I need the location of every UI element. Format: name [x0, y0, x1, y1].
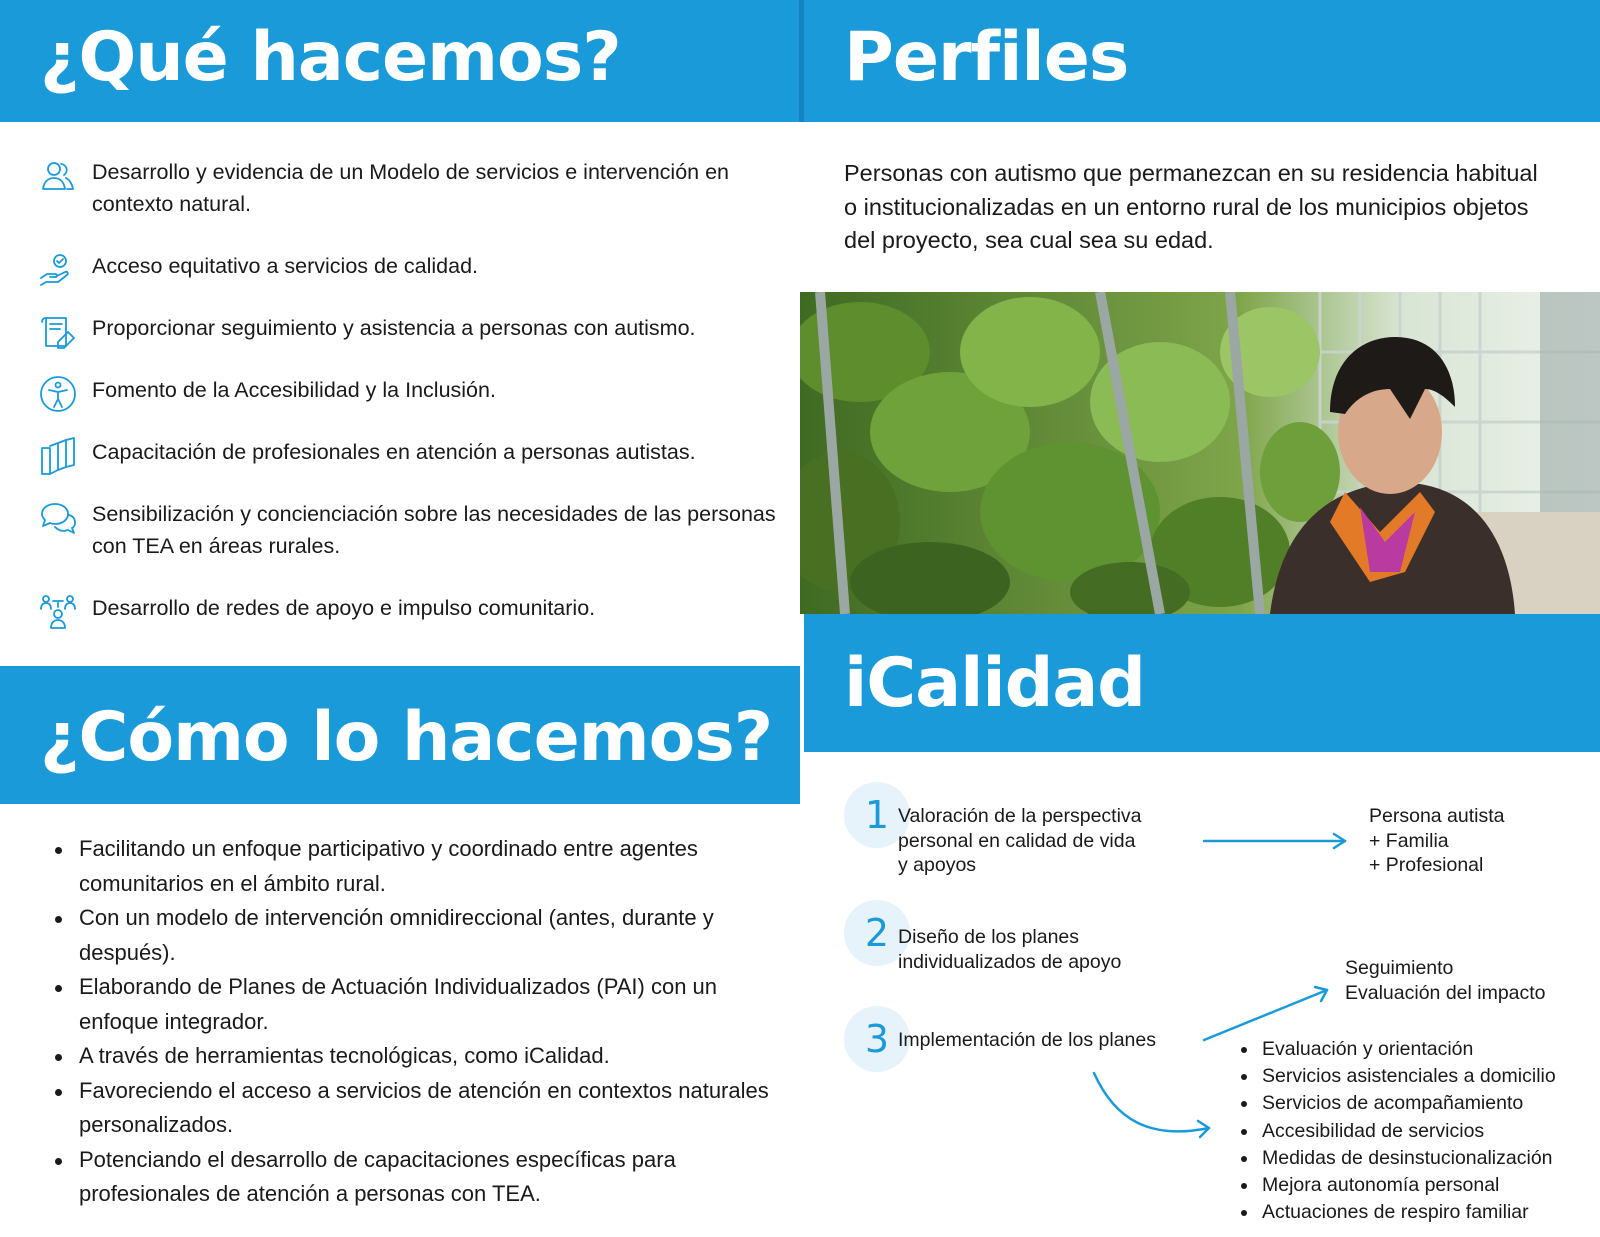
document-pen-icon — [38, 312, 78, 352]
step-1-number: 1 — [844, 782, 910, 848]
list-item: Actuaciones de respiro familiar — [1238, 1199, 1600, 1226]
icalidad-header — [804, 614, 1600, 752]
list-item: Potenciando el desarrollo de capacitaciones específicas para profesionales de atención a personas con TEA. — [52, 1143, 772, 1212]
que-item-text: Desarrollo y evidencia de un Modelo de servicios e intervención en contexto natural. — [92, 160, 729, 216]
step-3-line: Implementación de los planes — [898, 1029, 1156, 1051]
que-item-capacitacion — [38, 436, 798, 476]
que-hacemos-title: ¿Qué hacemos? — [40, 18, 621, 97]
list-item: Elaborando de Planes de Actuación Individualizados (PAI) con un enfoque integrador. — [52, 970, 772, 1039]
step-2-text — [898, 925, 1121, 974]
list-item: Medidas de desinstucionalización — [1238, 1145, 1600, 1172]
step-1-line: y apoyos — [898, 854, 977, 876]
people-icon — [38, 156, 78, 196]
step-2-number: 2 — [844, 900, 910, 966]
list-item: A través de herramientas tecnológicas, como iCalidad. — [52, 1039, 772, 1074]
list-item: Accesibilidad de servicios — [1238, 1118, 1600, 1145]
result-line: + Profesional — [1369, 854, 1484, 876]
que-item-text: Proporcionar seguimiento y asistencia a personas con autismo. — [92, 316, 696, 340]
list-item: Favoreciendo el acceso a servicios de atención en contextos naturales personalizados. — [52, 1074, 772, 1143]
icalidad-title: iCalidad — [844, 644, 1145, 723]
result-line: Persona autista — [1369, 805, 1505, 827]
que-item-text: Acceso equitativo a servicios de calidad. — [92, 254, 479, 278]
list-item: Servicios de acompañamiento — [1238, 1090, 1600, 1117]
step-3-result — [1345, 956, 1546, 1005]
que-hacemos-header — [0, 0, 800, 122]
list-item: Evaluación y orientación — [1238, 1036, 1600, 1063]
step-1-result — [1369, 804, 1505, 878]
step-2-line: individualizados de apoyo — [898, 950, 1122, 973]
que-item-text: Capacitación de profesionales en atención a personas autistas. — [92, 440, 696, 464]
list-item: Facilitando un enfoque participativo y coordinado entre agentes comunitarios en el ámbito rural. — [52, 832, 772, 901]
como-lo-hacemos-title: ¿Cómo lo hacemos? — [40, 698, 773, 777]
que-item-seguimiento — [38, 312, 798, 352]
como-lo-hacemos-list — [52, 832, 772, 1212]
perfiles-title: Perfiles — [844, 18, 1129, 97]
result-line: + Familia — [1369, 829, 1449, 852]
greenhouse-photo — [800, 292, 1600, 614]
step-1-line: personal en calidad de vida — [898, 829, 1136, 852]
result-line: Seguimiento — [1345, 957, 1454, 979]
perfiles-text: Personas con autismo que permanezcan en su residencia habitual o institucionalizadas en un entorno rural de los municipios objetos del proyecto, sea cual sea su edad. — [844, 160, 1538, 253]
accessibility-icon — [38, 374, 78, 414]
chat-bubbles-icon — [38, 498, 78, 538]
list-item: Con un modelo de intervención omnidireccional (antes, durante y después). — [52, 901, 772, 970]
arrow-curve-icon — [1094, 1073, 1209, 1137]
que-item-sensibilizacion — [38, 498, 798, 562]
step-2-line: Diseño de los planes — [898, 926, 1080, 948]
que-item-accesibilidad — [38, 374, 798, 414]
list-item: Servicios asistenciales a domicilio — [1238, 1063, 1600, 1090]
que-item-text: Fomento de la Accesibilidad y la Inclusión. — [92, 378, 496, 402]
result-line: Evaluación del impacto — [1345, 981, 1546, 1004]
que-item-modelo — [38, 156, 798, 220]
que-item-text: Desarrollo de redes de apoyo e impulso comunitario. — [92, 596, 596, 620]
como-lo-hacemos-header — [0, 666, 800, 804]
que-item-redes — [38, 592, 798, 632]
arrow-up-right-icon — [1204, 987, 1327, 1040]
books-icon — [38, 436, 78, 476]
que-item-acceso — [38, 250, 798, 290]
perfiles-header — [804, 0, 1600, 122]
step-3-text — [898, 1028, 1156, 1053]
step-1-text — [898, 804, 1142, 878]
community-icon — [38, 592, 78, 632]
implementation-list — [1238, 1036, 1600, 1226]
list-item: Mejora autonomía personal — [1238, 1172, 1600, 1199]
step-3-number: 3 — [844, 1006, 910, 1072]
step-1-line: Valoración de la perspectiva — [898, 805, 1142, 827]
que-item-text: Sensibilización y concienciación sobre las necesidades de las personas con TEA en áreas rurales. — [92, 502, 776, 558]
arrow-right-icon — [1204, 834, 1345, 848]
hand-award-icon — [38, 250, 78, 290]
